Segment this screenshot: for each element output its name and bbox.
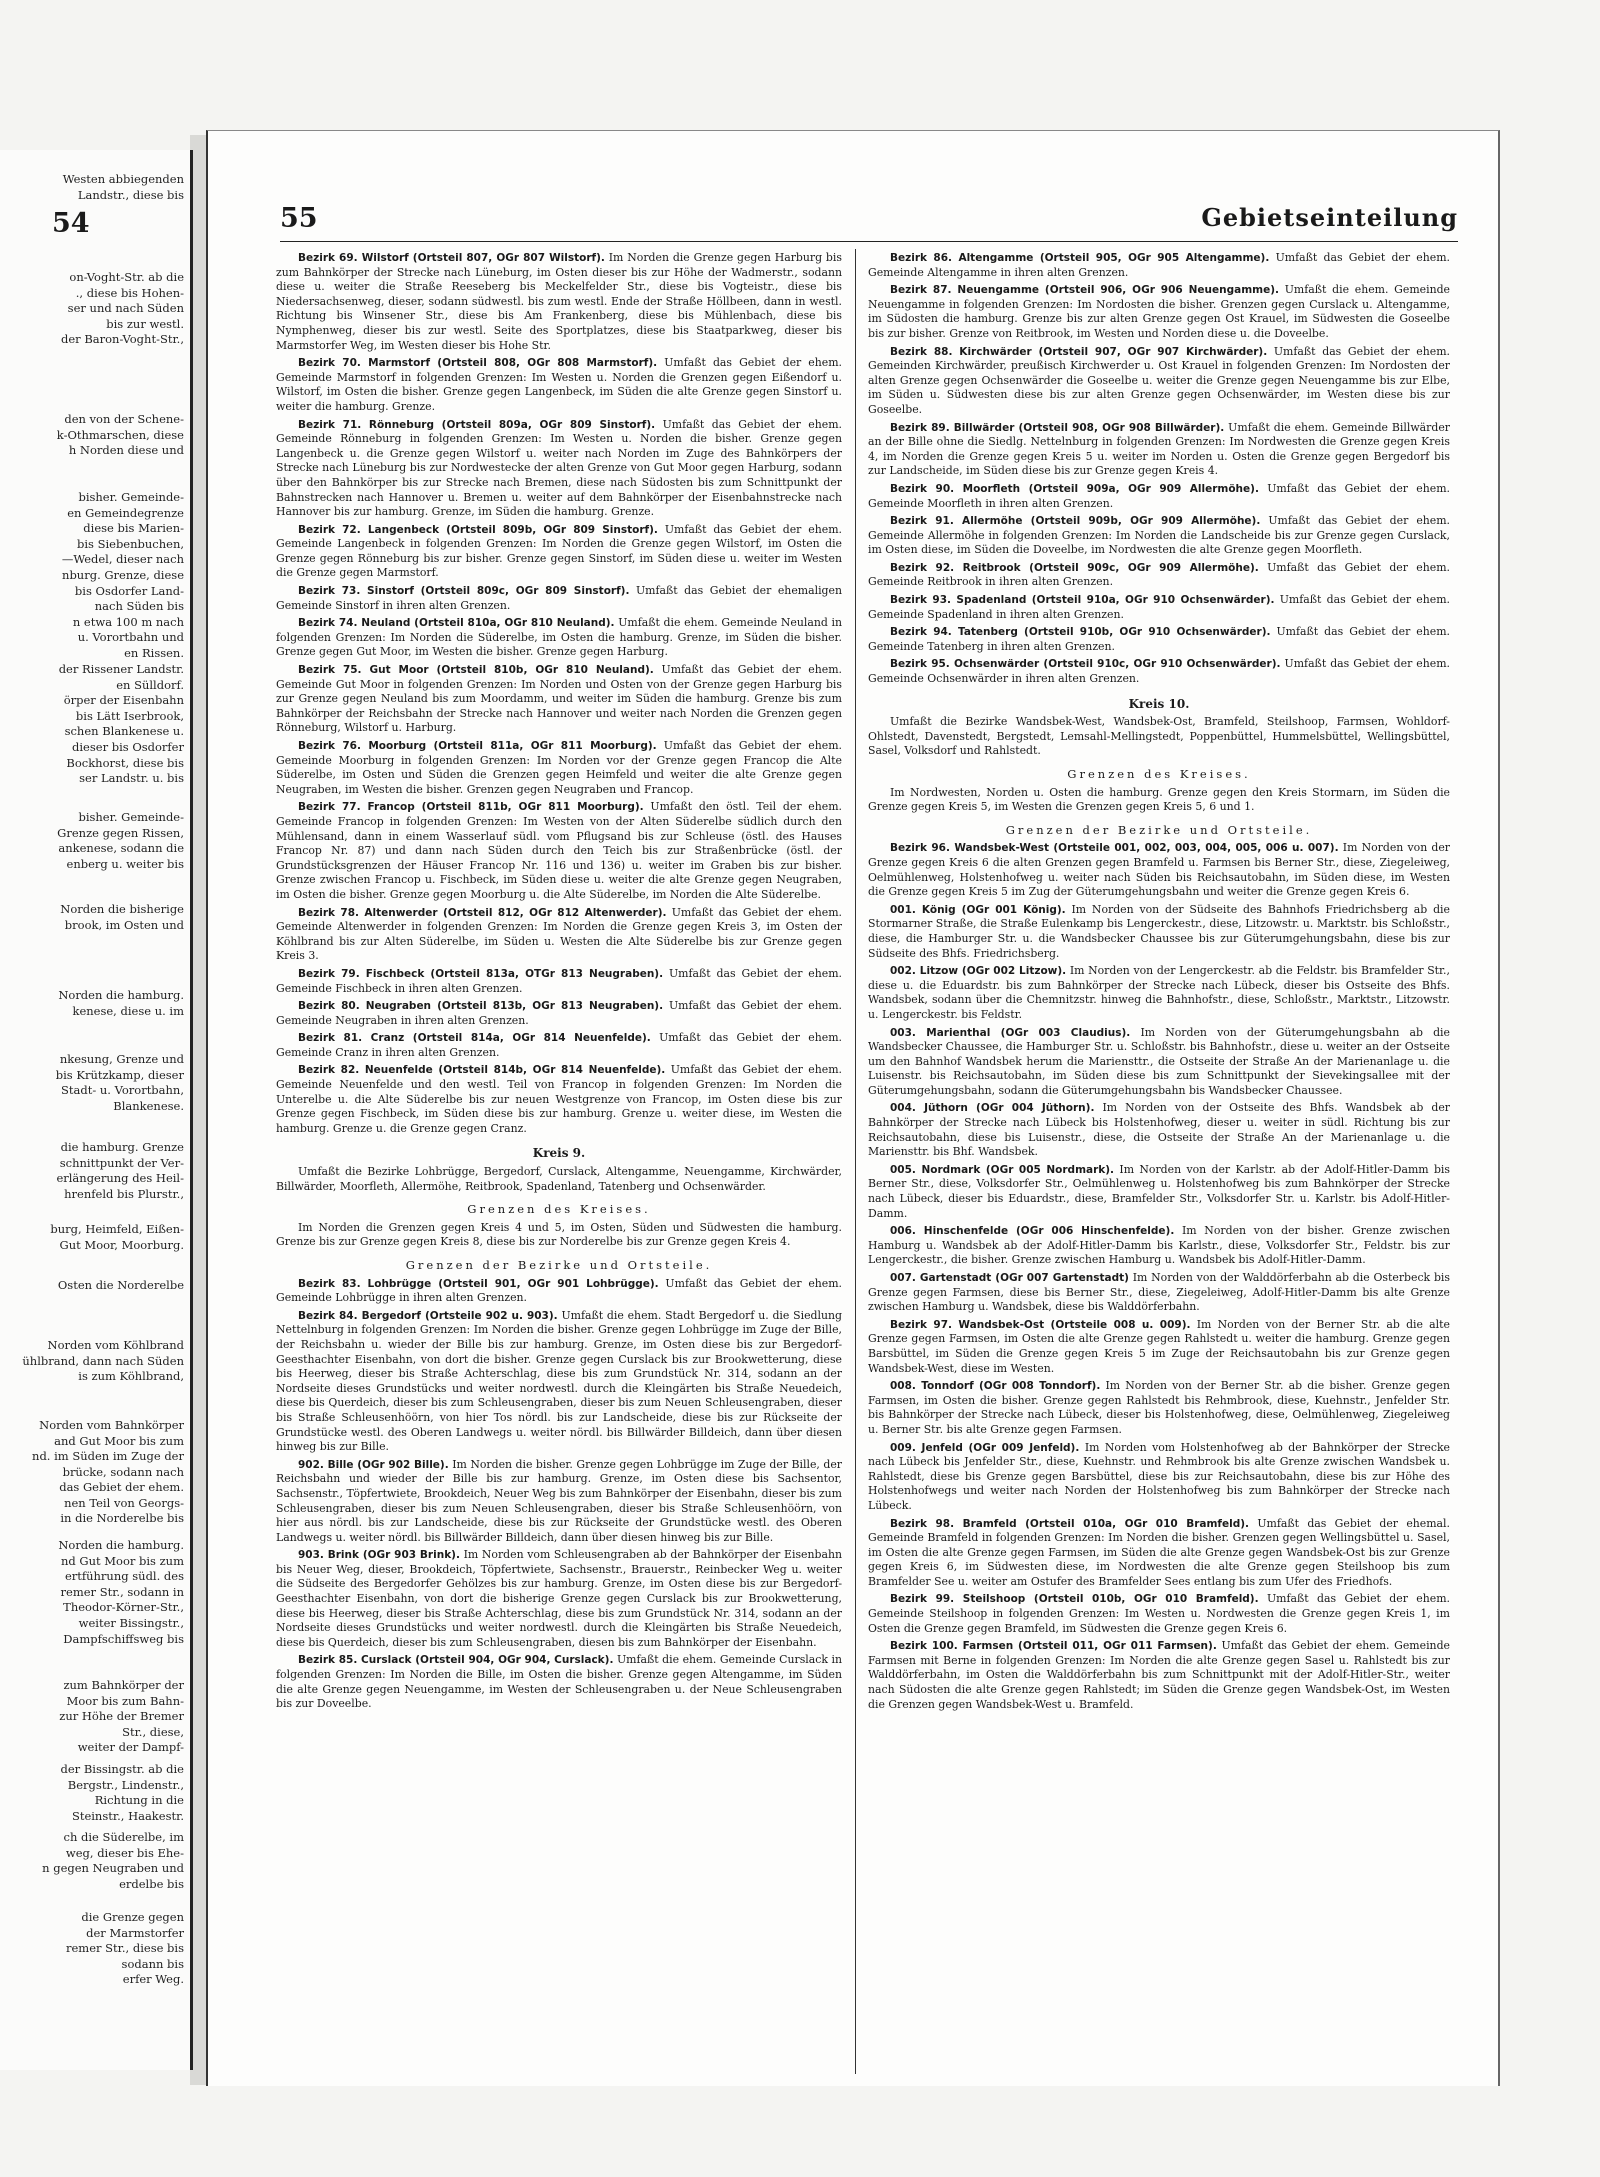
district-description: Umfaßt das Gebiet der ehem. Gemeinde Tatenberg in ihren alten Grenzen. <box>868 625 1451 653</box>
district-entry <box>868 1517 1450 1590</box>
district-entry <box>276 906 842 964</box>
district-description: Im Norden von der Berner Str. ab die bisher. Grenze gegen Farmsen, im Osten die bisher. Grenze gegen Rahlstedt bis Rehmbrook, diese, Kuehnstr., Jenfelder Str. bis Bahnkörper der Strecke nach Lübeck, dieser bis Holstenhofweg, diese, Oelmühlenweg, Ziegeleiweg u. Berner Str. bis alte Grenze gegen Farmsen. <box>868 1379 1450 1436</box>
district-heading: Bezirk 71. Rönneburg (Ortsteil 809a, OGr 809 Sinstorf). <box>298 418 656 431</box>
district-description: Umfaßt das Gebiet der ehem. Gemeinde Langenbeck in folgenden Grenzen: Im Norden die Grenze gegen Wilstorf, im Osten die Grenze gegen Rönneburg bis zur bisher. Grenze gegen Sinstorf, im Süden diese u. weiter im Westen die Grenze gegen Marmstorf. <box>276 522 843 580</box>
previous-page-number: 54 <box>52 208 90 239</box>
subsection-heading: Grenzen des Kreises. <box>1067 767 1251 781</box>
district-entry <box>868 1026 1450 1099</box>
district-heading: Bezirk 80. Neugraben (Ortsteil 813b, OGr 813 Neugraben). <box>298 1000 664 1013</box>
district-entry <box>276 1309 842 1455</box>
district-entry <box>868 1318 1450 1376</box>
district-heading: 903. Brink (OGr 903 Brink). <box>298 1549 460 1562</box>
district-description: Umfaßt die ehem. Gemeinde Neuengamme in folgenden Grenzen: Im Nordosten die bisher. Grenzen gegen Curslack u. Altengamme, im Südosten die hamburg. Grenze bis zur alten Grenze gegen Ost Krauel, im Südwesten die Goseelbe bis zur bisher. Grenze von Reitbrook, im Westen und Norden diese u. die Doveelbe. <box>868 283 1451 340</box>
district-description: Umfaßt das Gebiet der ehem. Gemeinde Moorburg in folgenden Grenzen: Im Norden vor der Grenze gegen Francop die Alte Süderelbe, im Osten und Süden die Grenzen gegen Heimfeld und weiter die alte Grenze gegen Neugraben, im Westen die bisher. Grenzen gegen Neugraben und Francop. <box>276 739 842 796</box>
column-divider <box>855 249 856 2074</box>
district-heading: Bezirk 74. Neuland (Ortsteil 810a, OGr 810 Neuland). <box>298 617 615 630</box>
district-description: Umfaßt das Gebiet der ehem. Gemeinde Rönneburg in folgenden Grenzen: Im Westen u. Norden die bisher. Grenze gegen Langenbeck u. die Grenze gegen Wilstorf u. weiter nach Norden im Zuge des Bahnkörpers der Strecke nach Lüneburg bis zur Nordwestecke der alten Grenze von Gut Moor gegen Harburg, sodann über den Bahnkörper bis zur Strecke nach Bremen, diese nach Südosten bis zum Schnittpunkt der Bahnstrecken nach Hannover u. Bremen u. weiter auf dem Bahnkörper der Eisenbahnstrecke nach Hannover bis zur hamburg. Grenze, im Süden die hamburg. Grenze. <box>276 417 842 519</box>
district-description: Im Norden von der bisher. Grenze zwischen Hamburg u. Wandsbek ab der Adolf-Hitler-Damm bis Karlstr., diese, Volksdorfer Str., Feldstr. bis zur Lengerckestr., die bisher. Grenze zwischen Hamburg u. Wandsbek bis Adolf-Hitler-Damm. <box>868 1224 1451 1267</box>
district-heading: Bezirk 75. Gut Moor (Ortsteil 810b, OGr 810 Neuland). <box>298 664 654 677</box>
district-entry <box>276 1458 842 1546</box>
district-heading: 009. Jenfeld (OGr 009 Jenfeld). <box>890 1441 1080 1454</box>
district-entry <box>276 663 842 736</box>
district-heading: 003. Marienthal (OGr 003 Claudius). <box>890 1026 1131 1039</box>
district-heading: Bezirk 84. Bergedorf (Ortsteile 902 u. 903). <box>298 1309 558 1322</box>
district-entry <box>868 625 1450 654</box>
district-description: Im Norden die bisher. Grenze gegen Lohbrügge im Zuge der Bille, der Reichsbahn und wieder der Bille bis zur hamburg. Grenze, im Osten diese bis Sachsentor, Sachsenstr., Töpfertwiete, Brookdeich, Neuer Weg bis zum Bahnkörper der Eisenbahn, dieser bis zum Schleusengraben, dieser bis zum Neuen Schleusengraben, dieser bis Straße Schleusenhöörn, von hier aus nördl. bis zur Landscheide, diese bis zur Rückseite der Grundstücke westl. des Oberen Landwegs u. weiter nördl. bis Billwärder Billdeich, dann über diesen hinweg bis zur Bille. <box>276 1457 842 1544</box>
district-description: Umfaßt das Gebiet der ehem. Gemeinde Ochsenwärder in ihren alten Grenzen. <box>868 657 1450 686</box>
district-entry <box>868 1639 1450 1712</box>
district-entry <box>276 739 842 797</box>
district-entry <box>868 1379 1450 1437</box>
district-description: Umfaßt die Bezirke Lohbrügge, Bergedorf, Curslack, Altengamme, Neuengamme, Kirchwärder, Billwärder, Moorfleth, Allermöhe, Reitbrook, Spadenland, Tatenberg und Ochsenwärder. <box>276 1165 842 1193</box>
district-description: Umfaßt das Gebiet der ehem. Gemeinden Kirchwärder, preußisch Kirchwerder u. Ost Krauel in folgenden Grenzen: Im Nordosten der alten Grenze gegen Ochsenwärder die Goseelbe u. weiter die Grenze gegen Neuengamme bis zur Elbe, im Süden u. Südwesten diese bis zur alten Grenze gegen Ochsenwärder, im Westen diese bis zur Goseelbe. <box>868 344 1450 416</box>
district-description: Umfaßt das Gebiet der ehem. Gemeinde Neuenfelde und den westl. Teil von Francop in folgenden Grenzen: Im Norden die Unterelbe u. die Alte Süderelbe bis zur neuen Westgrenze von Francop, im Osten diese bis zur Grenze gegen Fischbeck, im Süden diese bis zur hamburg. Grenze u. weiter diese, im Westen die hamburg. Grenze u. die Grenze gegen Cranz. <box>276 1063 842 1135</box>
district-entry <box>276 1548 842 1650</box>
previous-page-fragment-line: die hamburg. Grenze schnittpunkt der Ver- erlängerung des Heil- hrenfeld bis Plurstr., <box>56 1140 184 1201</box>
header-rule <box>280 241 1458 242</box>
district-heading: Bezirk 95. Ochsenwärder (Ortsteil 910c, OGr 910 Ochsenwärder). <box>890 658 1281 671</box>
district-heading: 007. Gartenstadt (OGr 007 Gartenstadt) <box>890 1272 1129 1284</box>
district-description: Umfaßt das Gebiet der ehem. Gemeinde Farmsen mit Berne in folgenden Grenzen: Im Norden die alte Grenze gegen Sasel u. Rahlstedt bis zur Walddörferbahn, im Osten die Walddörferbahn bis zum Schnittpunkt mit der Adolf-Hitler-Str., weiter nach Südosten die alte Grenze gegen Rahlstedt; im Süden die Grenze gegen Wandsbek-Ost, im Westen die Grenzen gegen Wandsbek-West u. Bramfeld. <box>868 1639 1450 1711</box>
district-description: Im Norden von der Grenze gegen Kreis 6 die alten Grenzen gegen Bramfeld u. Farmsen bis Berner Str., diese, Ziegeleiweg, Oelmühlenweg, Holstenhofweg u. weiter nach Süden bis Reichsautobahn, im Süden diese, im Westen die Grenze gegen Kreis 5 im Zug der Güterumgehungsbahn und weiter die Grenze gegen Kreis 6. <box>868 841 1451 899</box>
district-entry <box>868 345 1450 418</box>
district-entry <box>868 841 1450 899</box>
district-description: Umfaßt das Gebiet der ehem. Gemeinde Allermöhe in folgenden Grenzen: Im Norden die Landscheide bis zur Grenze gegen Curslack, im Osten diese, im Süden die Doveelbe, im Nordwesten die alte Grenze gegen Moorfleth. <box>868 514 1451 557</box>
district-description: Umfaßt das Gebiet der ehem. Gemeinde Gut Moor in folgenden Grenzen: Im Norden und Osten von der Grenze gegen Harburg bis zur Grenze gegen Neuland bis zum Moordamm, und weiter im Süden die hamburg. Grenze bis zum Bahnkörper der Reichsbahn der Strecke nach Hannover und weiter nach Norden die Grenzen gegen Rönneburg, Wilstorf u. Harburg. <box>276 663 842 735</box>
district-description: Umfaßt das Gebiet der ehem. Gemeinde Steilshoop in folgenden Grenzen: Im Westen u. Nordwesten die Grenze gegen Kreis 1, im Osten die Grenze gegen Bramfeld, im Südwesten die Grenze gegen Kreis 6. <box>868 1592 1450 1635</box>
district-heading: Bezirk 93. Spadenland (Ortsteil 910a, OGr 910 Ochsenwärder). <box>890 594 1275 607</box>
district-heading: Bezirk 79. Fischbeck (Ortsteil 813a, OTGr 813 Neugraben). <box>298 967 664 980</box>
district-heading: Bezirk 90. Moorfleth (Ortsteil 909a, OGr 909 Allermöhe). <box>890 482 1259 495</box>
district-entry <box>868 283 1450 341</box>
running-title: Gebietseinteilung <box>1201 203 1458 232</box>
previous-page-fragment-line: ch die Süderelbe, im weg, dieser bis Ehe- n gegen Neugraben und erdelbe bis <box>42 1830 184 1891</box>
district-description: Umfaßt das Gebiet der ehem. Gemeinde Reitbrook in ihren alten Grenzen. <box>868 560 1451 589</box>
district-heading: 008. Tonndorf (OGr 008 Tonndorf). <box>890 1380 1101 1393</box>
previous-page-fragment-line: Osten die Norderelbe <box>57 1278 184 1292</box>
district-description: Umfaßt das Gebiet der ehem. Gemeinde Cranz in ihren alten Grenzen. <box>276 1031 842 1059</box>
district-description: Im Norden von der Güterumgehungsbahn ab die Wandsbecker Chaussee, die Hamburger Str. u. Schloßstr. bis Bahnhofstr., diese u. weiter an der Ostseite um den Bahnhof Wandsbek herum die Mariensttr., die Ostseite der Straße An der Marienanlage u. die Luisenstr. bis Reichsautobahn, im Süden diese bis zum Schnittpunkt der Sievekingsallee mit der Güterumgehungsbahn, sodann die Güterumgehungsbahn bis Wandsbecker Chaussee. <box>868 1025 1450 1097</box>
previous-page-fragment-line: Norden vom Bahnkörper and Gut Moor bis zum nd. im Süden im Zuge der brücke, sodann nach <box>32 1418 184 1479</box>
district-entry <box>276 967 842 996</box>
district-entry <box>868 1441 1450 1514</box>
district-description: Im Norden vom Holstenhofweg ab der Bahnkörper der Strecke nach Lübeck bis Jenfelder Str., diese, Kuehnstr. und Rehmbrook bis alte Grenze zwischen Wandsbek u. Rahlstedt, diese bis Grenze gegen Barsbüttel, diese bis zur Reichsautobahn, diese bis zur Höhe des Holstenhofwegs und weiter nach Norden der Holstenhofweg bis zum Bahnkörper der Strecke nach Lübeck. <box>868 1440 1451 1512</box>
district-entry <box>276 251 842 353</box>
page-header <box>280 203 1458 237</box>
district-description: Umfaßt das Gebiet der ehem. Gemeinde Altengamme in ihren alten Grenzen. <box>868 251 1450 279</box>
district-heading: Bezirk 88. Kirchwärder (Ortsteil 907, OGr 907 Kirchwärder). <box>890 345 1268 358</box>
district-entry <box>868 1163 1450 1221</box>
previous-page-fragment-line: Norden die hamburg. kenese, diese u. im <box>58 988 184 1018</box>
district-description: Umfaßt das Gebiet der ehemal. Gemeinde Bramfeld in folgenden Grenzen: Im Norden die bisher. Grenzen gegen Wellingsbüttel u. Sasel, im Osten die alte Grenze gegen Farmsen, im Süden die alte Grenze gegen Wandsbek-Ost bis zur Grenze gegen Kreis 6, im Südwesten diese, im Nordwesten die alte Grenze gegen Steilshoop bis zum Bramfelder See u. weiter am Ostufer des Bramfelder Sees entlang bis zum Ufer des Friedhofs. <box>868 1516 1450 1588</box>
district-heading: Bezirk 82. Neuenfelde (Ortsteil 814b, OGr 814 Neuenfelde). <box>298 1064 666 1077</box>
district-description: Umfaßt die ehem. Gemeinde Neuland in folgenden Grenzen: Im Norden die Süderelbe, im Osten die hamburg. Grenze, im Süden die bisher. Grenze gegen Gut Moor, im Westen die bisher. Grenze gegen Harburg. <box>276 616 842 659</box>
district-entry <box>276 1165 842 1194</box>
previous-page-fragment-line: Norden vom Köhlbrand ühlbrand, dann nach Süden is zum Köhlbrand, <box>22 1338 184 1384</box>
district-entry <box>868 514 1450 558</box>
district-heading: Bezirk 77. Francop (Ortsteil 811b, OGr 811 Moorburg). <box>298 801 644 814</box>
previous-page-fragment-line: on-Voght-Str. ab die ., diese bis Hohen- ser und nach Süden bis zur westl. der Baron-Voght-Str., <box>61 270 184 347</box>
subsection-heading: Grenzen des Kreises. <box>467 1202 651 1217</box>
district-description: Im Norden von der Südseite des Bahnhofs Friedrichsberg ab die Stormarner Straße, die Straße Eulenkamp bis Lengerckestr., diese, Litzowstr. u. Marktstr. bis Schloßstr., diese, die Hamburger Str. u. die Wandsbecker Chaussee bis zur Güterumgehungsbahn, diese bis zur Südseite des Bhfs. Friedrichsberg. <box>868 902 1450 960</box>
district-description: Umfaßt das Gebiet der ehemaligen Gemeinde Sinstorf in ihren alten Grenzen. <box>276 584 842 612</box>
district-description: Im Norden die Grenze gegen Harburg bis zum Bahnkörper der Strecke nach Lüneburg, im Osten dieser bis zur Höhe der Wadmerstr., sodann diese u. weiter die Straße Reeseberg bis Meckelfelder Str., diese bis Vogteistr., diese bis Niedersachsenweg, dieser, sodann südwestl. bis zum westl. Ende der Straße Höllbeen, dann in westl. Richtung bis Winsener Str., diese bis Am Frankenberg, diese bis Mühlenbach, diese bis Nymphenweg, dieser bis zur westl. Seite des Sportplatzes, diese bis Staatparkweg, dieser bis Marmstorfer Weg, im Westen dieser bis Hohe Str. <box>276 251 842 352</box>
district-entry <box>276 1063 842 1136</box>
district-description: Umfaßt das Gebiet der ehem. Gemeinde Altenwerder in folgenden Grenzen: Im Norden die Grenze gegen Kreis 3, im Osten der Köhlbrand bis zur Alten Süderelbe, im Süden u. Westen die Alte Süderelbe bis zur Grenze gegen Kreis 3. <box>276 905 843 963</box>
district-entry <box>868 1101 1450 1159</box>
district-description: Umfaßt das Gebiet der ehem. Gemeinde Marmstorf in folgenden Grenzen: Im Westen u. Norden die Grenzen gegen Eißendorf u. Wilstorf, im Osten die bisher. Grenze gegen Langenbeck, im Süden die alte Grenze gegen Sinstorf u. weiter die hamburg. Grenze. <box>276 356 842 413</box>
district-heading: Bezirk 99. Steilshoop (Ortsteil 010b, OGr 010 Bramfeld). <box>890 1593 1259 1606</box>
district-entry <box>276 1221 842 1250</box>
page <box>206 130 1500 2086</box>
district-entry <box>868 593 1450 622</box>
right-column <box>868 251 1450 1715</box>
district-description: Umfaßt das Gebiet der ehem. Gemeinde Fischbeck in ihren alten Grenzen. <box>276 966 842 995</box>
district-entry <box>276 523 842 581</box>
district-description: Umfaßt die ehem. Gemeinde Curslack in folgenden Grenzen: Im Norden die Bille, im Osten die bisher. Grenze gegen Altengamme, im Süden die alte Grenze gegen Neuengamme, im Westen der Schleusengraben u. der Neue Schleusengraben bis zur Doveelbe. <box>276 1653 843 1711</box>
district-entry <box>276 418 842 520</box>
district-heading: Bezirk 81. Cranz (Ortsteil 814a, OGr 814 Neuenfelde). <box>298 1032 651 1045</box>
district-heading: 004. Jüthorn (OGr 004 Jüthorn). <box>890 1102 1095 1115</box>
district-heading: Bezirk 76. Moorburg (Ortsteil 811a, OGr 811 Moorburg). <box>298 740 657 752</box>
district-heading: Bezirk 91. Allermöhe (Ortsteil 909b, OGr 909 Allermöhe). <box>890 515 1261 528</box>
previous-page-fragment-line: burg, Heimfeld, Eißen- Gut Moor, Moorburg. <box>50 1222 184 1252</box>
previous-page-fragment-line: Norden die hamburg. nd Gut Moor bis zum ertführung südl. des remer Str., sodann in Theodor-Körner-Str., weiter Bissingstr., Dampfschiffsweg bis <box>58 1538 184 1646</box>
district-description: Im Norden vom Schleusengraben ab der Bahnkörper der Eisenbahn bis Neuer Weg, dieser, Brookdeich, Töpfertwiete, Sachsenstr., Brauerstr., Reinbecker Weg u. weiter die Südseite des Bergedorfer Gehölzes bis zur hamburg. Grenze, im Osten diese bis zur Bergedorf-Geesthachter Eisenbahn, von dort die bisherige Grenze gegen Curslack bis zur Brookwetterung, diese bis Heerweg, dieser bis Straße Achterschlag, diese bis zum Grundstück Nr. 314, sodann an der Nordseite dieses Grundstücks und weiter nordwestl. durch die Kleingärten bis Straße Neuedeich, diese bis Querdeich, dieser bis zum Schleusengraben, diesen bis zum Bahnkörper der Eisenbahn. <box>276 1548 843 1649</box>
subsection-heading: Grenzen der Bezirke und Ortsteile. <box>1005 822 1313 837</box>
previous-page-fragment-line: zum Bahnkörper der Moor bis zum Bahn- zur Höhe der Bremer Str., diese, weiter der Dampf- <box>59 1678 184 1755</box>
district-entry <box>868 482 1450 511</box>
previous-page-fragment-line: der Rissener Landstr. en Sülldorf. örper der Eisenbahn bis Lätt Iserbrook, schen Blankenese u. dieser bis Osdorfer Bockhorst, diese bis ser Landstr. u. bis <box>58 662 184 786</box>
district-description: Umfaßt das Gebiet der ehem. Gemeinde Neugraben in ihren alten Grenzen. <box>276 999 843 1027</box>
previous-page-fragment-line: Norden die bisherige brook, im Osten und <box>60 902 184 932</box>
district-description: Umfaßt die Bezirke Wandsbek-West, Wandsbek-Ost, Bramfeld, Steilshoop, Farmsen, Wohldorf-Ohlstedt, Davenstedt, Bergstedt, Lemsahl-Mellingstedt, Poppenbüttel, Hummelsbüttel, Wellingsbüttel, Sasel, Volksdorf und Rahlstedt. <box>868 715 1450 758</box>
district-heading: Bezirk 85. Curslack (Ortsteil 904, OGr 904, Curslack). <box>298 1654 614 1667</box>
previous-page-fragment-line: nkesung, Grenze und bis Krützkamp, dieser Stadt- u. Vorortbahn, Blankenese. <box>55 1052 184 1113</box>
district-entry <box>276 800 842 902</box>
district-heading: Bezirk 98. Bramfeld (Ortsteil 010a, OGr 010 Bramfeld). <box>890 1517 1250 1530</box>
district-entry <box>868 964 1450 1022</box>
previous-page-fragment-line: bisher. Gemeinde- en Gemeindegrenze diese bis Marien- bis Siebenbuchen, —Wedel, dieser nach nburg. Grenze, diese bis Osdorfer Land- nach Süden bis n etwa 100 m nach u. Vorortbahn und en Rissen. <box>61 490 184 660</box>
district-description: Im Norden die Grenzen gegen Kreis 4 und 5, im Osten, Süden und Südwesten die hamburg. Grenze bis zur Grenze gegen Kreis 8, diese bis zur Norderelbe bis zur Grenze gegen Kreis 4. <box>276 1220 842 1249</box>
district-description: Im Norden von der Walddörferbahn ab die Osterbeck bis Grenze gegen Farmsen, diese bis Berner Str., diese, Ziegeleiweg, Adolf-Hitler-Damm bis alte Grenze zwischen Hamburg u. Wandsbek, diese bis Walddörferbahn. <box>868 1271 1450 1314</box>
section-heading: Kreis 9. <box>532 1146 586 1161</box>
district-heading: Bezirk 100. Farmsen (Ortsteil 011, OGr 011 Farmsen). <box>890 1640 1217 1653</box>
district-entry <box>868 1592 1450 1636</box>
district-heading: Bezirk 97. Wandsbek-Ost (Ortsteile 008 u. 009). <box>890 1318 1191 1331</box>
left-column <box>276 251 842 1715</box>
district-description: Im Norden von der Karlstr. ab der Adolf-Hitler-Damm bis Berner Str., diese, Volksdorfer Str., Oelmühlenweg u. Holstenhofweg bis zum Bahnkörper der Strecke nach Lübeck, dieser bis Eduardstr., diese, Bramfelder Str., Volksdorfer Str. u. Karlstr. bis Adolf-Hitler-Damm. <box>868 1162 1450 1220</box>
district-heading: Bezirk 92. Reitbrook (Ortsteil 909c, OGr 909 Allermöhe). <box>890 561 1259 574</box>
district-description: Im Norden von der Lengerckestr. ab die Feldstr. bis Bramfelder Str., diese u. die Eduardstr. bis zum Bahnkörper der Strecke nach Lübeck, dieser bis Ostseite des Bhfs. Wandsbek, sodann über die Chemnitzstr. hinweg die Bahnhofstr., diese, Schloßstr., Marktstr., Litzowstr. u. Lengerckestr. bis Feldstr. <box>868 964 1450 1021</box>
district-entry <box>868 251 1450 280</box>
district-entry <box>868 657 1450 686</box>
previous-page-fragment-line: der Bissingstr. ab die Bergstr., Lindenstr., Richtung in die Steinstr., Haakestr. <box>60 1762 184 1823</box>
district-entry <box>868 421 1450 479</box>
district-heading: Bezirk 72. Langenbeck (Ortsteil 809b, OGr 809 Sinstorf). <box>298 523 658 536</box>
district-description: Umfaßt das Gebiet der ehem. Gemeinde Moorfleth in ihren alten Grenzen. <box>868 481 1450 510</box>
district-heading: Bezirk 96. Wandsbek-West (Ortsteile 001, 002, 003, 004, 005, 006 u. 007). <box>890 842 1339 855</box>
district-entry <box>276 616 842 660</box>
district-heading: Bezirk 86. Altengamme (Ortsteil 905, OGr 905 Altengamme). <box>890 252 1270 264</box>
district-entry <box>276 1277 842 1306</box>
district-entry <box>868 1271 1450 1315</box>
district-heading: Bezirk 89. Billwärder (Ortsteil 908, OGr 908 Billwärder). <box>890 421 1225 434</box>
previous-page-fragment-line: den von der Schene- k-Othmarschen, diese h Norden diese und <box>56 412 184 458</box>
district-heading: Bezirk 70. Marmstorf (Ortsteil 808, OGr 808 Marmstorf). <box>298 357 658 370</box>
district-entry <box>276 1031 842 1060</box>
previous-page-fragment <box>0 150 193 2070</box>
district-heading: 001. König (OGr 001 König). <box>890 903 1066 916</box>
district-entry <box>868 715 1450 759</box>
district-description: Umfaßt das Gebiet der ehem. Gemeinde Spadenland in ihren alten Grenzen. <box>868 593 1450 621</box>
section-heading: Kreis 10. <box>1128 696 1190 711</box>
district-entry <box>868 1224 1450 1268</box>
district-entry <box>868 903 1450 961</box>
previous-page-fragment-line: Westen abbiegenden Landstr., diese bis <box>62 172 184 202</box>
district-heading: 902. Bille (OGr 902 Bille). <box>298 1458 449 1471</box>
district-entry <box>276 999 842 1028</box>
district-description: Im Norden von der Ostseite des Bhfs. Wandsbek ab der Bahnkörper der Strecke nach Lübeck bis Holstenhofweg, dieser u. weiter in südl. Richtung bis zur Reichsautobahn, diese bis Luisenstr., diese, die Ostseite der Straße An der Marienanlage u. die Mariensttr. bis Bhf. Wandsbek. <box>868 1101 1450 1159</box>
district-heading: Bezirk 87. Neuengamme (Ortsteil 906, OGr 906 Neuengamme). <box>890 284 1280 297</box>
district-description: Umfaßt die ehem. Gemeinde Billwärder an der Bille ohne die Siedlg. Nettelnburg in folgenden Grenzen: Im Nordwesten die Grenze gegen Kreis 4, im Norden die Grenze gegen Kreis 5 u. weiter im Norden u. Osten die Grenze gegen Bergedorf bis zur Landscheide, im Süden diese bis zur Grenze gegen Kreis 4. <box>868 420 1450 478</box>
district-description: Im Nordwesten, Norden u. Osten die hamburg. Grenze gegen den Kreis Stormarn, im Süden die Grenze gegen Kreis 5, im Westen die Grenzen gegen Kreis 5, 6 und 1. <box>868 785 1450 814</box>
district-entry <box>868 786 1450 815</box>
previous-page-fragment-line: die Grenze gegen der Marmstorfer remer Str., diese bis sodann bis erfer Weg. <box>65 1910 184 1987</box>
district-heading: Bezirk 83. Lohbrügge (Ortsteil 901, OGr 901 Lohbrügge). <box>298 1277 659 1290</box>
district-entry <box>868 561 1450 590</box>
district-entry <box>276 584 842 613</box>
district-heading: 002. Litzow (OGr 002 Litzow). <box>890 965 1067 978</box>
district-entry <box>276 1653 842 1711</box>
district-heading: 005. Nordmark (OGr 005 Nordmark). <box>890 1163 1115 1176</box>
district-description: Umfaßt das Gebiet der ehem. Gemeinde Lohbrügge in ihren alten Grenzen. <box>276 1276 843 1305</box>
subsection-heading: Grenzen der Bezirke und Ortsteile. <box>405 1258 713 1272</box>
page-number: 55 <box>280 203 318 234</box>
district-heading: Bezirk 78. Altenwerder (Ortsteil 812, OGr 812 Altenwerder). <box>298 906 667 919</box>
district-description: Umfaßt die ehem. Stadt Bergedorf u. die Siedlung Nettelnburg in folgenden Grenzen: Im Norden die bisher. Grenze gegen Lohbrügge im Zuge der Bille, der Reichsbahn u. wieder der Bille bis zur hamburg. Grenze, im Osten diese bis zur Bergedorf-Geesthachter Eisenbahn, von dort die bisher. Grenze gegen Curslack bis zur Brookwetterung, diese bis Heerweg, dieser bis Straße Achterschlag, diese bis zum Grundstück Nr. 314, sodann an der Nordseite dieses Grundstücks und weiter nordwestl. durch die Kleingärten bis Straße Neuedeich, diese bis Querdeich, dieser bis zum Schleusengraben, dieser bis zum Neuen Schleusengraben, dieser bis Straße Schleusenhöörn, von hier Tos nördl. bis zur Landscheide, diese bis zur Rückseite der Grundstücke westl. des Oberen Landwegs u. weiter nördl. bis Billwärder Billdeich, dann über diesen hinweg bis zur Bille. <box>276 1308 842 1454</box>
district-heading: Bezirk 94. Tatenberg (Ortsteil 910b, OGr 910 Ochsenwärder). <box>890 626 1271 639</box>
district-heading: Bezirk 69. Wilstorf (Ortsteil 807, OGr 807 Wilstorf). <box>298 252 605 264</box>
district-heading: 006. Hinschenfelde (OGr 006 Hinschenfelde). <box>890 1225 1175 1238</box>
previous-page-fragment-line: bisher. Gemeinde- Grenze gegen Rissen, ankenese, sodann die enberg u. weiter bis <box>57 810 184 871</box>
district-description: Im Norden von der Berner Str. ab die alte Grenze gegen Farmsen, im Osten die alte Grenze gegen Rahlstedt u. weiter die hamburg. Grenze gegen Barsbüttel, im Süden die Grenze gegen Kreis 5 im Zuge der Reichsautobahn bis zur Grenze gegen Wandsbek-West, diese im Westen. <box>868 1317 1450 1375</box>
district-entry <box>276 356 842 414</box>
district-heading: Bezirk 73. Sinstorf (Ortsteil 809c, OGr 809 Sinstorf). <box>298 585 630 598</box>
district-description: Umfaßt den östl. Teil der ehem. Gemeinde Francop in folgenden Grenzen: Im Westen von der Alten Süderelbe südlich durch den Mühlensand, dann in einem Wasserlauf südl. vom Pflugsand bis zur Schleuse (östl. des Hauses Francop Nr. 87) und dann nach Süden durch den Teich bis zur Straßenbrücke (östl. der Grundstücksgrenzen der Häuser Francop Nr. 116 und 136) u. weiter im Graben bis zur bisher. Grenze zwischen Francop u. Fischbeck, im Süden diese u. weiter die alte Grenze gegen Neugraben, im Osten die bisher. Grenze gegen Moorburg u. die Alte Süderelbe, im Norden die Alte Süderelbe. <box>276 800 843 901</box>
previous-page-fragment-line: das Gebiet der ehem. nen Teil von Georgs- in die Norderelbe bis <box>59 1480 184 1526</box>
